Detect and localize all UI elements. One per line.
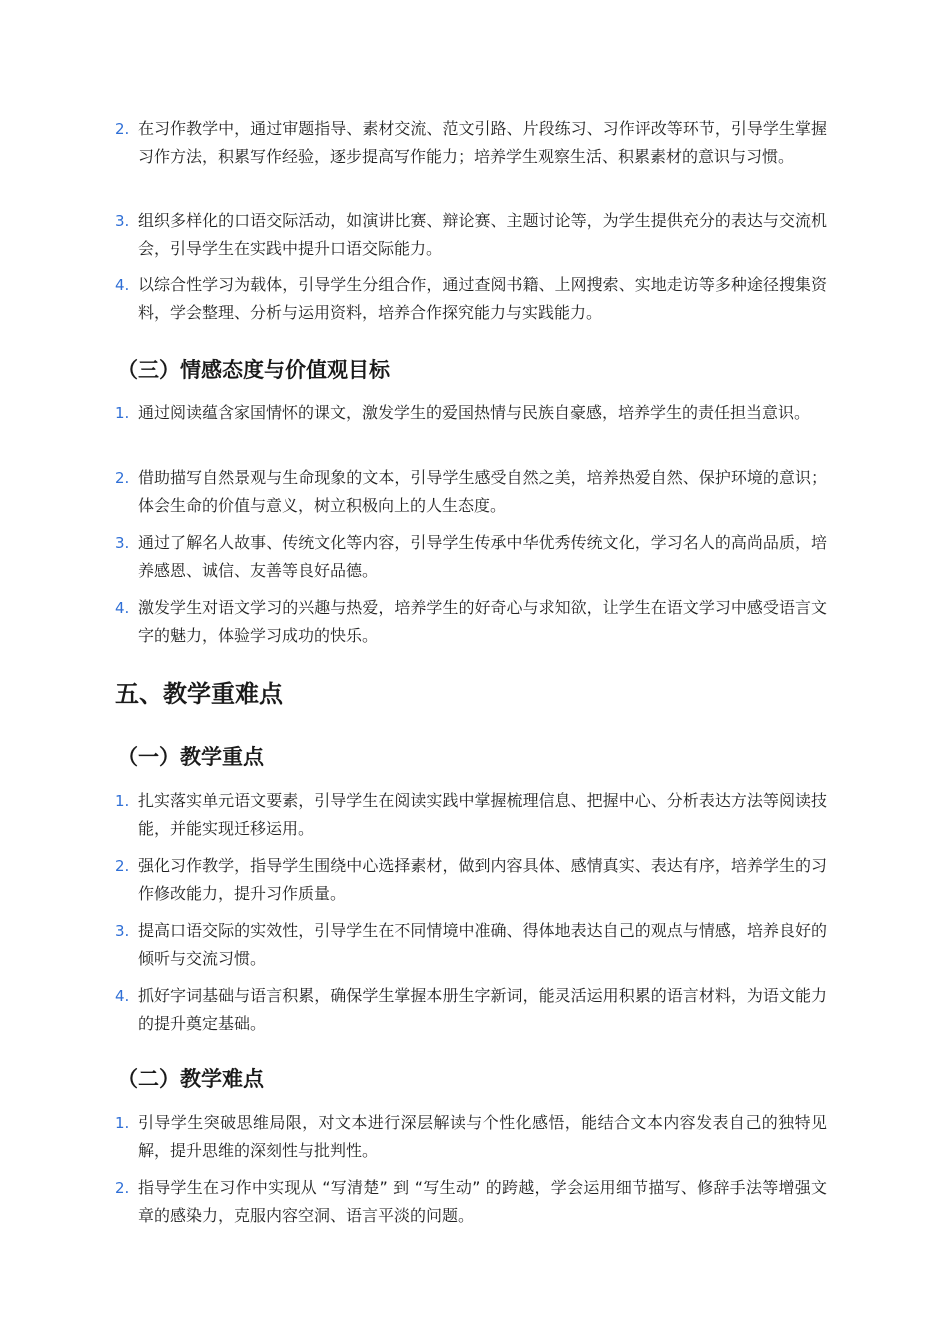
list-item [115,207,827,263]
section-heading: （一）教学重点 [117,745,264,769]
list-item [115,982,827,1038]
list-number: 2. [115,120,130,138]
list-item-text: 通过了解名人故事、传统文化等内容，引导学生传承中华优秀传统文化，学习名人的高尚品质，培养感恩、诚信、友善等良好品德。 [138,533,827,580]
list-item-text: 强化习作教学，指导学生围绕中心选择素材，做到内容具体、感情真实、表达有序，培养学生的习作修改能力，提升习作质量。 [138,856,827,903]
list-item-text: 通过阅读蕴含家国情怀的课文，激发学生的爱国热情与民族自豪感，培养学生的责任担当意识。 [138,403,811,422]
list-number: 2. [115,1179,130,1197]
list-number: 4. [115,599,130,617]
section-heading: （二）教学难点 [117,1067,264,1091]
list-number: 1. [115,404,130,422]
list-item [115,1109,827,1165]
list-number: 4. [115,276,130,294]
list-item [115,787,827,843]
list-item-text: 扎实落实单元语文要素，引导学生在阅读实践中掌握梳理信息、把握中心、分析表达方法等阅读技能，并能实现迁移运用。 [138,791,827,838]
list-item-text: 引导学生突破思维局限，对文本进行深层解读与个性化感悟，能结合文本内容发表自己的独特见解，提升思维的深刻性与批判性。 [138,1113,827,1160]
list-number: 2. [115,857,130,875]
chapter-heading: 五、教学重难点 [115,680,283,708]
list-item [115,1174,827,1230]
list-number: 2. [115,469,130,487]
list-number: 4. [115,987,130,1005]
list-item-text: 提高口语交际的实效性，引导学生在不同情境中准确、得体地表达自己的观点与情感，培养良好的倾听与交流习惯。 [138,921,827,968]
list-item [115,529,827,585]
list-item [115,115,827,171]
list-item [115,271,827,327]
list-item-text: 抓好字词基础与语言积累，确保学生掌握本册生字新词，能灵活运用积累的语言材料，为语文能力的提升奠定基础。 [138,986,827,1033]
list-item-text: 激发学生对语文学习的兴趣与热爱，培养学生的好奇心与求知欲，让学生在语文学习中感受语言文字的魅力，体验学习成功的快乐。 [138,598,827,645]
list-item-text: 以综合性学习为载体，引导学生分组合作，通过查阅书籍、上网搜索、实地走访等多种途径搜集资料，学会整理、分析与运用资料，培养合作探究能力与实践能力。 [138,275,827,322]
list-number: 1. [115,1114,130,1132]
list-item-text: 借助描写自然景观与生命现象的文本，引导学生感受自然之美，培养热爱自然、保护环境的意识；体会生命的价值与意义，树立积极向上的人生态度。 [138,468,827,515]
list-item-text: 组织多样化的口语交际活动，如演讲比赛、辩论赛、主题讨论等，为学生提供充分的表达与交流机会，引导学生在实践中提升口语交际能力。 [138,211,827,258]
list-item-text: 在习作教学中，通过审题指导、素材交流、范文引路、片段练习、习作评改等环节，引导学生掌握习作方法，积累写作经验，逐步提高写作能力；培养学生观察生活、积累素材的意识与习惯。 [138,119,827,166]
list-item [115,594,827,650]
list-number: 3. [115,212,130,230]
list-number: 3. [115,922,130,940]
list-item [115,917,827,973]
section-heading: （三）情感态度与价值观目标 [117,358,390,382]
list-item-text: 指导学生在习作中实现从 “写清楚” 到 “写生动” 的跨越，学会运用细节描写、修辞手法等增强文章的感染力，克服内容空洞、语言平淡的问题。 [138,1178,827,1225]
list-number: 1. [115,792,130,810]
list-number: 3. [115,534,130,552]
list-item [115,464,827,520]
list-item [115,399,827,427]
list-item [115,852,827,908]
